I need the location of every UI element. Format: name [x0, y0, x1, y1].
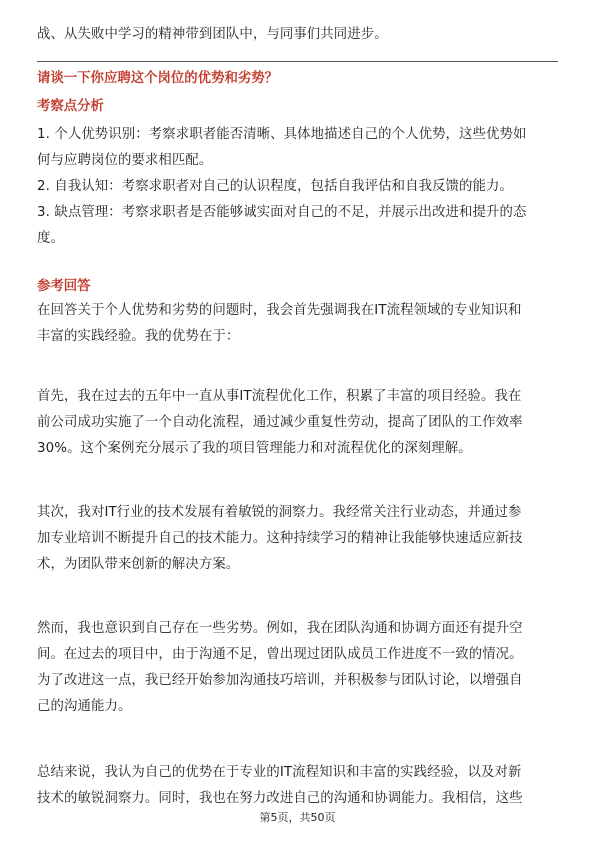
answer-paragraph-4	[37, 616, 559, 720]
answer-line: 术，为团队带来创新的解决方案。	[37, 557, 240, 572]
answer-line: 加专业培训不断提升自己的技术能力。这种持续学习的精神让我能够快速适应新技	[37, 531, 523, 546]
answer-heading: 参考回答	[37, 279, 91, 294]
answer-paragraph-1	[37, 298, 559, 350]
analysis-heading: 考察点分析	[37, 99, 104, 114]
answer-line: 间。在过去的项目中，由于沟通不足，曾出现过团队成员工作进度不一致的情况。	[37, 647, 523, 662]
answer-line: 技术的敏锐洞察力。同时，我也在努力改进自己的沟通和协调能力。我相信，这些	[37, 791, 523, 806]
intro-paragraph	[37, 22, 559, 48]
answer-line: 然而，我也意识到自己存在一些劣势。例如，我在团队沟通和协调方面还有提升空	[37, 621, 523, 636]
answer-line: 30%。这个案例充分展示了我的项目管理能力和对流程优化的深刻理解。	[37, 441, 472, 456]
analysis-line: 度。	[37, 231, 64, 246]
question-heading: 请谈一下你应聘这个岗位的优势和劣势？	[37, 71, 279, 86]
analysis-line: 何与应聘岗位的要求相匹配。	[37, 153, 213, 168]
answer-line: 前公司成功实施了一个自动化流程，通过减少重复性劳动，提高了团队的工作效率	[37, 415, 523, 430]
intro-line: 战、从失败中学习的精神带到团队中，与同事们共同进步。	[37, 27, 388, 42]
analysis-list	[37, 122, 559, 252]
answer-line: 丰富的实践经验。我的优势在于：	[37, 329, 240, 344]
answer-line: 为了改进这一点，我已经开始参加沟通技巧培训，并积极参与团队讨论，以增强自	[37, 673, 523, 688]
section-divider	[37, 61, 558, 62]
analysis-line: 3. 缺点管理：考察求职者是否能够诚实面对自己的不足，并展示出改进和提升的态	[37, 205, 527, 220]
page-number: 第5页，共50页	[259, 811, 336, 824]
answer-line: 总结来说，我认为自己的优势在于专业的IT流程知识和丰富的实践经验，以及对新	[37, 765, 522, 780]
answer-line: 其次，我对IT行业的技术发展有着敏锐的洞察力。我经常关注行业动态，并通过参	[37, 505, 522, 520]
answer-paragraph-3	[37, 500, 559, 578]
analysis-line: 2. 自我认知：考察求职者对自己的认识程度，包括自我评估和自我反馈的能力。	[37, 179, 514, 194]
answer-paragraph-5	[37, 760, 559, 812]
answer-line: 己的沟通能力。	[37, 699, 132, 714]
analysis-line: 1. 个人优势识别：考察求职者能否清晰、具体地描述自己的个人优势，这些优势如	[37, 127, 527, 142]
answer-line: 首先，我在过去的五年中一直从事IT流程优化工作，积累了丰富的项目经验。我在	[37, 389, 522, 404]
answer-paragraph-2	[37, 384, 559, 462]
answer-line: 在回答关于个人优势和劣势的问题时，我会首先强调我在IT流程领域的专业知识和	[37, 303, 522, 318]
